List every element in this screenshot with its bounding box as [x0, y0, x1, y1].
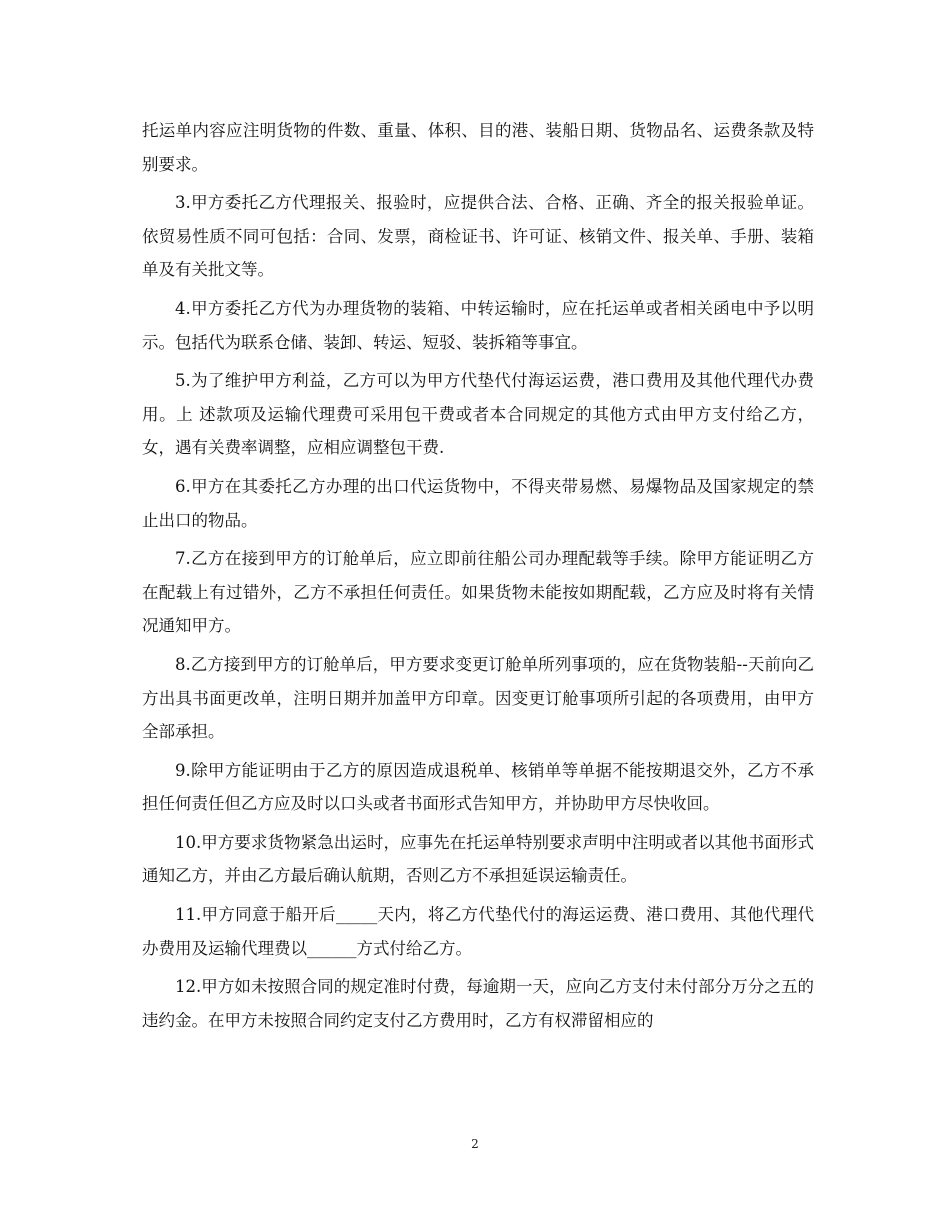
clause-4: 4.甲方委托乙方代为办理货物的装箱、中转运输时，应在托运单或者相关函电中予以明示。包括代为联系仓储、装卸、转运、短驳、装拆箱等事宜。 [142, 298, 814, 352]
clause-9: 9.除甲方能证明由于乙方的原因造成退税单、核销单等单据不能按期退交外，乙方不承担任何责任但乙方应及时以口头或者书面形式告知甲方，并协助甲方尽快收回。 [142, 760, 814, 814]
page-number: 2 [471, 1137, 479, 1151]
clause-11: 11.甲方同意于船开后_____天内，将乙方代垫代付的海运运费、港口费用、其他代理代办费用及运输代理费以______方式付给乙方。 [142, 905, 814, 958]
clause-8: 8.乙方接到甲方的订舱单后，甲方要求变更订舱单所列事项的，应在货物装船--天前向乙方出具书面更改单，注明日期并加盖甲方印章。因变更订舱事项所引起的各项费用，由甲方全部承担。 [142, 654, 814, 742]
clause-10: 10.甲方要求货物紧急出运时，应事先在托运单特别要求声明中注明或者以其他书面形式通知乙方，并由乙方最后确认航期，否则乙方不承担延误运输责任。 [142, 832, 814, 886]
document-body [142, 114, 814, 1042]
clause-6: 6.甲方在其委托乙方办理的出口代运货物中，不得夹带易燃、易爆物品及国家规定的禁止出口的物品。 [142, 476, 814, 530]
clause-5: 5.为了维护甲方利益，乙方可以为甲方代垫代付海运运费，港口费用及其他代理代办费用。上 述款项及运输代理费可采用包干费或者本合同规定的其他方式由甲方支付给乙方，女，遇有关费率调整，应相应调整包干费. [142, 371, 814, 458]
clause-12: 12.甲方如未按照合同的规定准时付费，每逾期一天，应向乙方支付未付部分万分之五的违约金。在甲方未按照合同约定支付乙方费用时，乙方有权滞留相应的 [142, 977, 814, 1030]
clause-3: 3.甲方委托乙方代理报关、报验时，应提供合法、合格、正确、齐全的报关报验单证。依贸易性质不同可包括：合同、发票，商检证书、许可证、核销文件、报关单、手册、装箱单及有关批文等。 [142, 193, 814, 280]
paragraph-continuation: 托运单内容应注明货物的件数、重量、体积、目的港、装船日期、货物品名、运费条款及特别要求。 [142, 121, 814, 174]
clause-7: 7.乙方在接到甲方的订舱单后，应立即前往船公司办理配载等手续。除甲方能证明乙方在配载上有过错外，乙方不承担任何责任。如果货物未能按如期配载，乙方应及时将有关情况通知甲方。 [142, 549, 814, 636]
